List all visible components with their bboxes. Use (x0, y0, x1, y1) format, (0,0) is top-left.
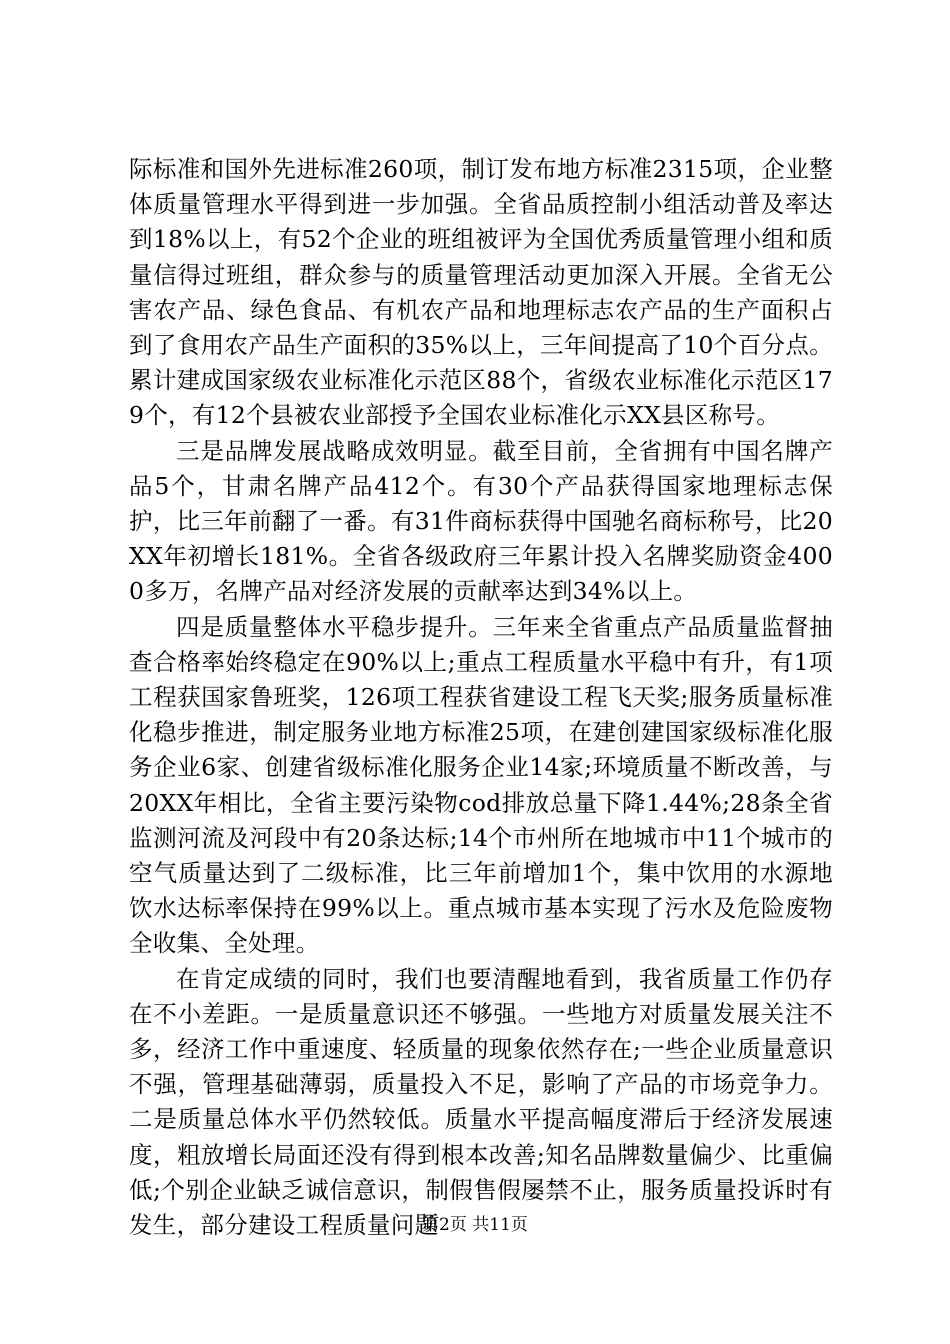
paragraph-brand-development: 三是品牌发展战略成效明显。截至目前，全省拥有中国名牌产品5个，甘肃名牌产品412个。有30个产品获得国家地理标志保护，比三年前翻了一番。有31件商标获得中国驰名商标称号，比20XX年初增长181%。全省各级政府三年累计投入名牌奖励资金4000多万，名牌产品对经济发展的贡献率达到34%以上。 (129, 436, 833, 606)
document-body (129, 152, 833, 1243)
page-number: 第2页 共11页 (422, 1215, 528, 1235)
page-footer (0, 1214, 950, 1236)
paragraph-continuation: 际标准和国外先进标准260项，制订发布地方标准2315项，企业整体质量管理水平得到进一步加强。全省品质控制小组活动普及率达到18%以上，有52个企业的班组被评为全国优秀质量管理小组和质量信得过班组，群众参与的质量管理活动更加深入开展。全省无公害农产品、绿色食品、有机农产品和地理标志农产品的生产面积占到了食用农产品生产面积的35%以上，三年间提高了10个百分点。累计建成国家级农业标准化示范区88个，省级农业标准化示范区179个，有12个县被农业部授予全国农业标准化示XX县区称号。 (129, 155, 833, 430)
paragraph-quality-improvement: 四是质量整体水平稳步提升。三年来全省重点产品质量监督抽查合格率始终稳定在90%以上;重点工程质量水平稳中有升，有1项工程获国家鲁班奖，126项工程获省建设工程飞天奖;服务质量标准化稳步推进，制定服务业地方标准25项，在建创建国家级标准化服务企业6家、创建省级标准化服务企业14家;环境质量不断改善，与20XX年相比，全省主要污染物cod排放总量下降1.44%;28条全省监测河流及河段中有20条达标;14个市州所在地城市中11个城市的空气质量达到了二级标准，比三年前增加1个，集中饮用的水源地饮水达标率保持在99%以上。重点城市基本实现了污水及危险废物全收集、全处理。 (129, 612, 833, 958)
paragraph-shortcomings: 在肯定成绩的同时，我们也要清醒地看到，我省质量工作仍存在不小差距。一是质量意识还不够强。一些地方对质量发展关注不多，经济工作中重速度、轻质量的现象依然存在;一些企业质量意识不强，管理基础薄弱，质量投入不足，影响了产品的市场竞争力。二是质量总体水平仍然较低。质量水平提高幅度滞后于经济发展速度，粗放增长局面还没有得到根本改善;知名品牌数量偏少、比重偏低;个别企业缺乏诚信意识，制假售假屡禁不止，服务质量投诉时有发生，部分建设工程质量问题 (129, 964, 833, 1240)
